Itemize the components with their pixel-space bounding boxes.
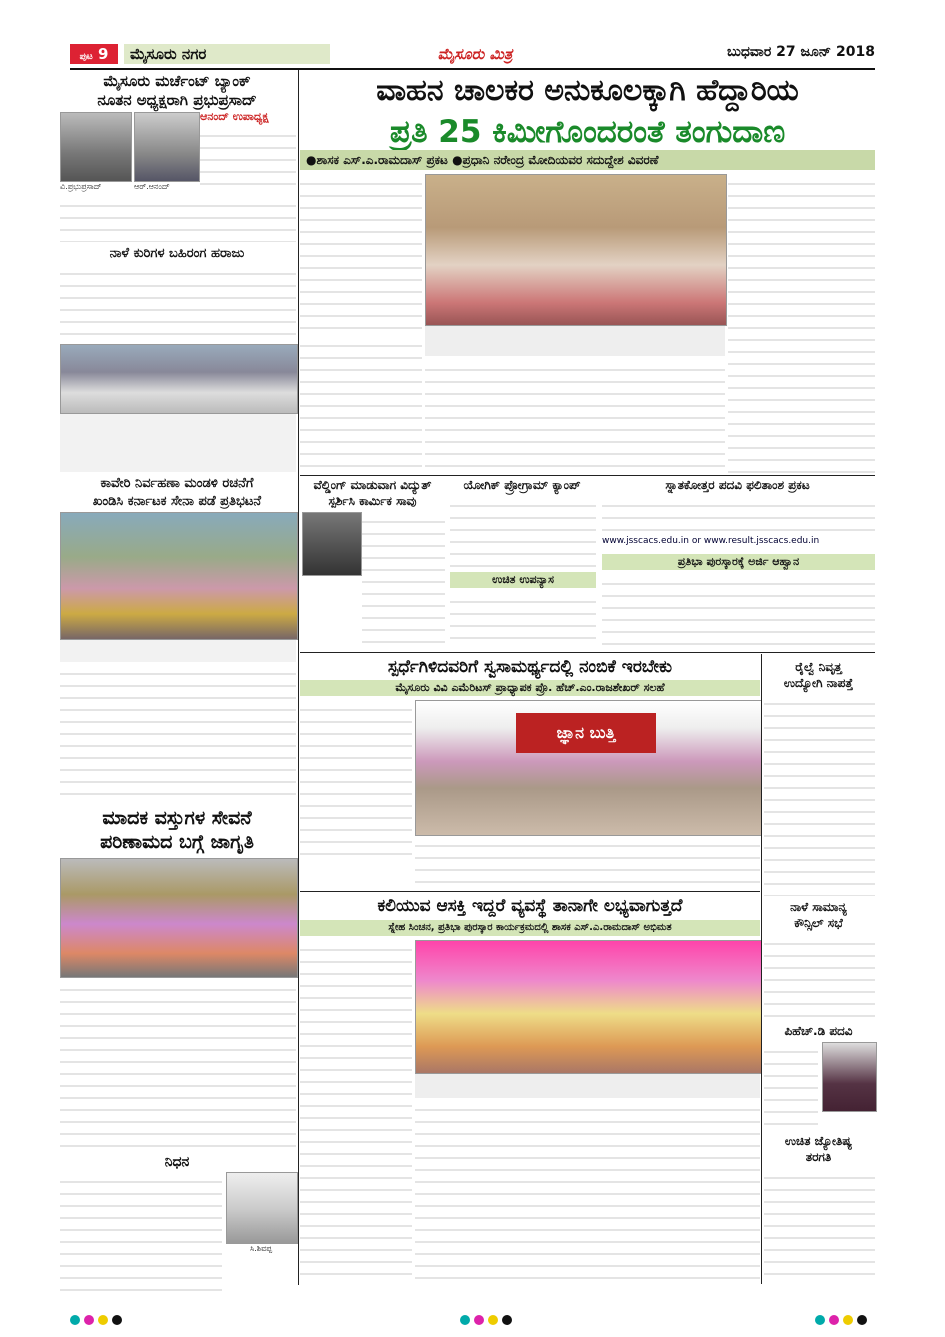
phd-photo: [822, 1042, 877, 1112]
obit-name: ಸಿ.ಶಿವಪ್ಪ: [249, 1244, 273, 1253]
obit-photo: [226, 1172, 298, 1244]
drugs-text: [60, 980, 296, 1152]
lead-photo-caption: [425, 326, 725, 356]
results-sub: ಪ್ರತಿಭಾ ಪುರಸ್ಕಾರಕ್ಕೆ ಅರ್ಜಿ ಆಹ್ವಾನ: [602, 554, 875, 570]
bank-photo-1-caption: ವಿ.ಪ್ರಭುಪ್ರಸಾದ್: [60, 182, 102, 191]
welding-photo: [302, 512, 362, 576]
section-title: ಮೈಸೂರು ನಗರ: [124, 44, 330, 64]
confidence-banner-text: ಜ್ಞಾನ ಬುತ್ತಿ: [516, 713, 656, 753]
lead-strap: ●ಶಾಸಕ ಎಸ್.ಎ.ರಾಮದಾಸ್ ಪ್ರಕಟ ●ಪ್ರಧಾನಿ ನರೇಂದ್ರ ಮೋದಿಯವರ ಸದುದ್ದೇಶ ವಿವರಣೆ: [300, 150, 875, 170]
phd-text: [764, 1042, 818, 1130]
auction-photo-caption: [60, 414, 296, 472]
cauvery-photo-caption: [60, 640, 296, 662]
confidence-text-2: [415, 836, 760, 888]
bank-headline-2: ನೂತನ ಅಧ್ಯಕ್ಷರಾಗಿ ಪ್ರಭುಪ್ರಸಾದ್: [97, 91, 257, 109]
astro-headline-1: ಉಚಿತ ಜ್ಯೋತಿಷ್ಯ: [784, 1134, 853, 1148]
learning-photo: [415, 940, 762, 1074]
bank-photo-2: [134, 112, 200, 182]
results-headline: ಸ್ನಾತಕೋತ್ತರ ಪದವಿ ಫಲಿತಾಂಶ ಪ್ರಕಟ: [665, 478, 810, 492]
registration-marks: [460, 1310, 516, 1329]
obit-headline: ನಿಧನ: [164, 1154, 190, 1170]
cauvery-photo: [60, 512, 298, 640]
results-text-2: [602, 574, 875, 648]
confidence-text-1: [300, 700, 412, 860]
phd-headline: ಪಿಹೆಚ್.ಡಿ ಪದವಿ: [784, 1024, 853, 1038]
registration-marks: [70, 1310, 126, 1329]
learning-photo-caption: [415, 1074, 760, 1098]
results-url: www.jsscacs.edu.in or www.result.jsscacs.edu.in: [602, 536, 820, 546]
yoga-text-2: [450, 592, 596, 648]
welding-headline-2: ಸ್ಪರ್ಶಿಸಿ ಕಾರ್ಮಿಕ ಸಾವು: [328, 494, 417, 508]
learning-text-1: [300, 940, 412, 1280]
bank-photo-2-caption: ಆರ್.ಆನಂದ್: [134, 182, 170, 191]
section-rule: [300, 475, 875, 476]
drugs-photo: [60, 858, 298, 978]
drugs-headline-1: ಮಾದಕ ವಸ್ತುಗಳ ಸೇವನೆ: [102, 807, 252, 829]
lead-text-lower: [425, 360, 725, 472]
welding-headline-1: ವೆಲ್ಡಿಂಗ್ ಮಾಡುವಾಗ ವಿದ್ಯುತ್: [313, 478, 432, 492]
auction-photo: [60, 344, 298, 414]
cauvery-headline-1: ಕಾವೇರಿ ನಿರ್ವಹಣಾ ಮಂಡಳಿ ರಚನೆಗೆ: [100, 476, 254, 491]
bank-byline: ಆನಂದ್ ಉಪಾಧ್ಯಕ್ಷ: [200, 110, 269, 123]
auction-text: [60, 264, 296, 340]
section-rule: [300, 652, 875, 653]
results-text: [602, 496, 875, 534]
obit-text: [60, 1172, 222, 1292]
yoga-sub: ಉಚಿತ ಉಪನ್ಯಾಸ: [450, 572, 596, 588]
lead-text-col1: [300, 174, 422, 332]
welding-text: [362, 512, 445, 648]
drugs-headline-2: ಪರಿಣಾಮದ ಬಗ್ಗೆ ಜಾಗೃತಿ: [100, 831, 254, 853]
yoga-text: [450, 496, 596, 568]
learning-strap: ಸ್ನೇಹ ಸಿಂಚನ, ಪ್ರತಿಭಾ ಪುರಸ್ಕಾರ ಕಾರ್ಯಕ್ರಮದಲ್ಲಿ ಶಾಸಕ ಎಸ್.ಎ.ರಾಮದಾಸ್ ಅಭಿಮತ: [300, 920, 760, 936]
council-headline-1: ನಾಳೆ ಸಾಮಾನ್ಯ: [790, 900, 847, 914]
bank-text: [200, 126, 296, 194]
council-text: [764, 934, 875, 1020]
lead-headline-1: ವಾಹನ ಚಾಲಕರ ಅನುಕೂಲಕ್ಕಾಗಿ ಹೆದ್ದಾರಿಯ: [376, 73, 799, 108]
bank-text-2: [60, 196, 296, 242]
column-rule: [298, 70, 299, 1285]
auction-headline: ನಾಳೆ ಕುರಿಗಳ ಬಹಿರಂಗ ಹರಾಜು: [109, 246, 245, 261]
confidence-photo: [415, 700, 762, 836]
registration-marks: [815, 1310, 871, 1329]
learning-text-2: [415, 1100, 760, 1280]
bank-headline-1: ಮೈಸೂರು ಮರ್ಚೆಂಟ್ ಬ್ಯಾಂಕ್: [103, 72, 251, 90]
page-number-box: [70, 44, 118, 64]
railway-headline-2: ಉದ್ಯೋಗಿ ನಾಪತ್ತೆ: [783, 676, 854, 690]
railway-text: [764, 694, 875, 896]
yoga-headline: ಯೋಗಿಕ್ ಪ್ರೋಗ್ರಾಮ್ ಕ್ಯಾಂಪ್: [463, 478, 581, 492]
cauvery-text: [60, 664, 296, 804]
lead-headline-2: ಪ್ರತಿ 25 ಕಿಮೀಗೊಂದರಂತೆ ತಂಗುದಾಣ: [389, 114, 786, 150]
lead-text-col1b: [300, 336, 422, 472]
astro-text: [764, 1168, 875, 1280]
bank-photo-1: [60, 112, 132, 182]
confidence-headline: ಸ್ಪರ್ಧೆಗಿಳಿದವರಿಗೆ ಸ್ವಸಾಮರ್ಥ್ಯದಲ್ಲಿ ನಂಬಿಕೆ ಇರಬೇಕು: [387, 657, 673, 677]
page-label: ಪುಟ: [79, 52, 93, 62]
newspaper-logo: ಮೈಸೂರು ಮಿತ್ರ: [437, 45, 513, 63]
learning-headline: ಕಲಿಯುವ ಆಸಕ್ತಿ ಇದ್ದರೆ ವ್ಯವಸ್ಥೆ ತಾನಾಗೇ ಲಭ್ಯವಾಗುತ್ತದೆ: [377, 896, 683, 916]
council-headline-2: ಕೌನ್ಸಿಲ್ ಸಭೆ: [794, 916, 843, 930]
astro-headline-2: ತರಗತಿ: [805, 1150, 832, 1164]
masthead: [70, 42, 875, 70]
section-rule: [300, 891, 760, 892]
issue-date: ಬುಧವಾರ 27 ಜೂನ್ 2018: [726, 44, 875, 60]
lead-text-col4: [728, 174, 875, 474]
confidence-strap: ಮೈಸೂರು ವಿವಿ ಎಮೆರಿಟಸ್ ಪ್ರಾಧ್ಯಾಪಕ ಪ್ರೊ. ಹೆಚ್.ಎಂ.ರಾಜಶೇಖರ್ ಸಲಹೆ: [300, 680, 760, 696]
lead-photo: [425, 174, 727, 326]
column-rule: [761, 654, 762, 1284]
cauvery-headline-2: ಖಂಡಿಸಿ ಕರ್ನಾಟಕ ಸೇನಾ ಪಡೆ ಪ್ರತಿಭಟನೆ: [92, 494, 262, 509]
page-number: 9: [98, 45, 109, 63]
railway-headline-1: ರೈಲ್ವೆ ನಿವೃತ್ತ: [795, 660, 842, 674]
